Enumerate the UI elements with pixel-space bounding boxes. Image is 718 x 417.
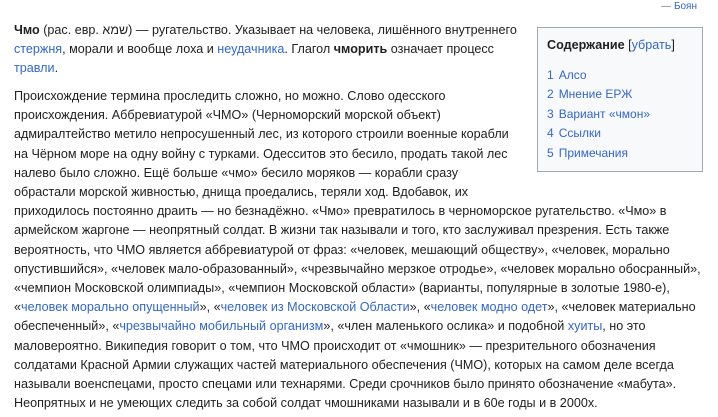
intro-text: . bbox=[54, 61, 59, 76]
quote-attribution bbox=[661, 1, 697, 12]
body-line: приходилось постоянно драить — но безнадёжно. «Чмо» превратилось в черноморское ругательство. «Чмо» в bbox=[14, 204, 667, 219]
intro-line-1 bbox=[14, 21, 517, 40]
toc-item-number: 2 bbox=[547, 87, 554, 102]
punct: », « bbox=[409, 300, 431, 315]
link-bully[interactable]: травли bbox=[14, 61, 55, 76]
verb-bold: чморить bbox=[333, 42, 388, 57]
toc-toggle-link[interactable]: убрать bbox=[631, 38, 672, 52]
body-line: называли военспецами, просто спецами или технарями. Среди срочников было принято обозначение «мабута». bbox=[14, 377, 677, 391]
body-line: адмиралтейство метило непросушенный лес, из которого строили военные корабли bbox=[14, 127, 509, 142]
toc-item-number: 1 bbox=[547, 68, 554, 82]
punct: « bbox=[14, 300, 22, 315]
toc-item-number: 4 bbox=[547, 126, 554, 141]
toc-item-link[interactable]: Примечания bbox=[558, 145, 628, 160]
body-line: происхождения. Аббревиатурой «ЧМО» (Черноморский морской объект) bbox=[14, 108, 441, 123]
body-line: вероятность, что ЧМО является аббревиатурой от фраз: «человек, мешающий обществу», «человек, морально bbox=[14, 242, 670, 257]
body-text: обеспеченный», « bbox=[14, 319, 120, 334]
toc-item-number: 5 bbox=[547, 145, 554, 160]
toc-item-link[interactable]: Мнение ЕРЖ bbox=[558, 87, 633, 102]
toc-item-link[interactable]: Ссылки bbox=[558, 126, 601, 141]
term-bold: Чмо bbox=[14, 23, 40, 37]
toc-item[interactable] bbox=[547, 105, 702, 124]
body-line: армейском жаргоне — неопрятный солдат. В жизни так называли и того, кто заслуживал презрения. Есть также bbox=[14, 223, 670, 238]
link-core[interactable]: стержня bbox=[14, 42, 63, 57]
link-moscow-region[interactable]: человек из Московской Области bbox=[220, 300, 410, 315]
body-line: Неопрятных и не умеющих следить за собой солдат чмошниками называли и в 60е годы и в 2000х. bbox=[14, 396, 598, 411]
body-line-links-2 bbox=[14, 317, 646, 336]
intro-text: (рас. евр. bbox=[39, 23, 103, 37]
toc-title: Содержание bbox=[547, 38, 625, 52]
intro-text: означает процесс bbox=[387, 42, 494, 57]
intro-line-2 bbox=[14, 40, 494, 59]
toc-list bbox=[547, 66, 702, 163]
intro-text: ) — ругательство. Указывает на человека, лишённого внутреннего bbox=[128, 23, 517, 37]
toc-item[interactable] bbox=[547, 124, 702, 143]
toc-item[interactable] bbox=[547, 66, 702, 85]
body-line: налево было сложно. Ещё больше «чмо» бесило моряков — корабли сразу bbox=[14, 165, 459, 180]
body-text: », «человек материально bbox=[547, 300, 696, 315]
toc-item-link[interactable]: Вариант «чмон» bbox=[558, 106, 651, 121]
table-of-contents bbox=[537, 27, 703, 172]
hebrew-text: שמא bbox=[102, 23, 129, 37]
toc-bracket-close: ] bbox=[671, 38, 675, 52]
body-line: на Чёрном море на одну войну с турками. Одесситов это бесило, продать такой лес bbox=[14, 146, 508, 161]
toc-item[interactable] bbox=[547, 144, 702, 163]
body-line: обрастали морской живностью, днища проедались, теряли ход. Вдобавок, их bbox=[14, 185, 469, 199]
body-line-links-1 bbox=[14, 298, 696, 317]
body-line: Происхождение термина проследить сложно, но можно. Слово одесского bbox=[14, 89, 446, 103]
toc-header bbox=[547, 38, 702, 52]
toc-item-number: 3 bbox=[547, 106, 554, 121]
body-line: «чемпион Московской олимпиады», «чемпион Московской области» (варианты, популярные в золотые 1980-е), bbox=[14, 281, 670, 295]
body-text: », «член маленького ослика» и подобной bbox=[323, 319, 568, 334]
toc-item-link[interactable]: Алсо bbox=[558, 68, 587, 82]
link-huity[interactable]: хуиты bbox=[567, 319, 603, 334]
body-line: солдатами Красной Армии служащих частей материального обеспечения (ЧМО), которых на самом деле всегда bbox=[14, 357, 674, 372]
intro-text: , морали и вообще лоха и bbox=[62, 42, 218, 57]
body-line: маловероятно. Википедия говорит о том, что ЧМО происходит от «чмошник» — презрительного обозначения bbox=[14, 338, 656, 353]
link-morally-lowered[interactable]: человек морально опущенный bbox=[21, 300, 200, 315]
quote-dash: — bbox=[661, 1, 674, 12]
link-fashion[interactable]: человек модно одет bbox=[430, 300, 548, 315]
punct: », « bbox=[199, 300, 221, 315]
link-mobile-organism[interactable]: чрезвычайно мобильный организм bbox=[119, 319, 324, 334]
intro-line-3 bbox=[14, 59, 58, 78]
toc-bracket-open: [ bbox=[624, 38, 632, 52]
body-text: , но это bbox=[602, 319, 646, 334]
intro-text: . Глагол bbox=[284, 42, 334, 57]
toc-item[interactable] bbox=[547, 85, 702, 104]
link-loser[interactable]: неудачника bbox=[217, 42, 285, 57]
quote-author-link[interactable]: Боян bbox=[673, 1, 697, 12]
body-line: опустившийся», «человек мало-образованный», «чрезвычайно мерзкое отродье», «человек морально обосранный», bbox=[14, 261, 701, 276]
